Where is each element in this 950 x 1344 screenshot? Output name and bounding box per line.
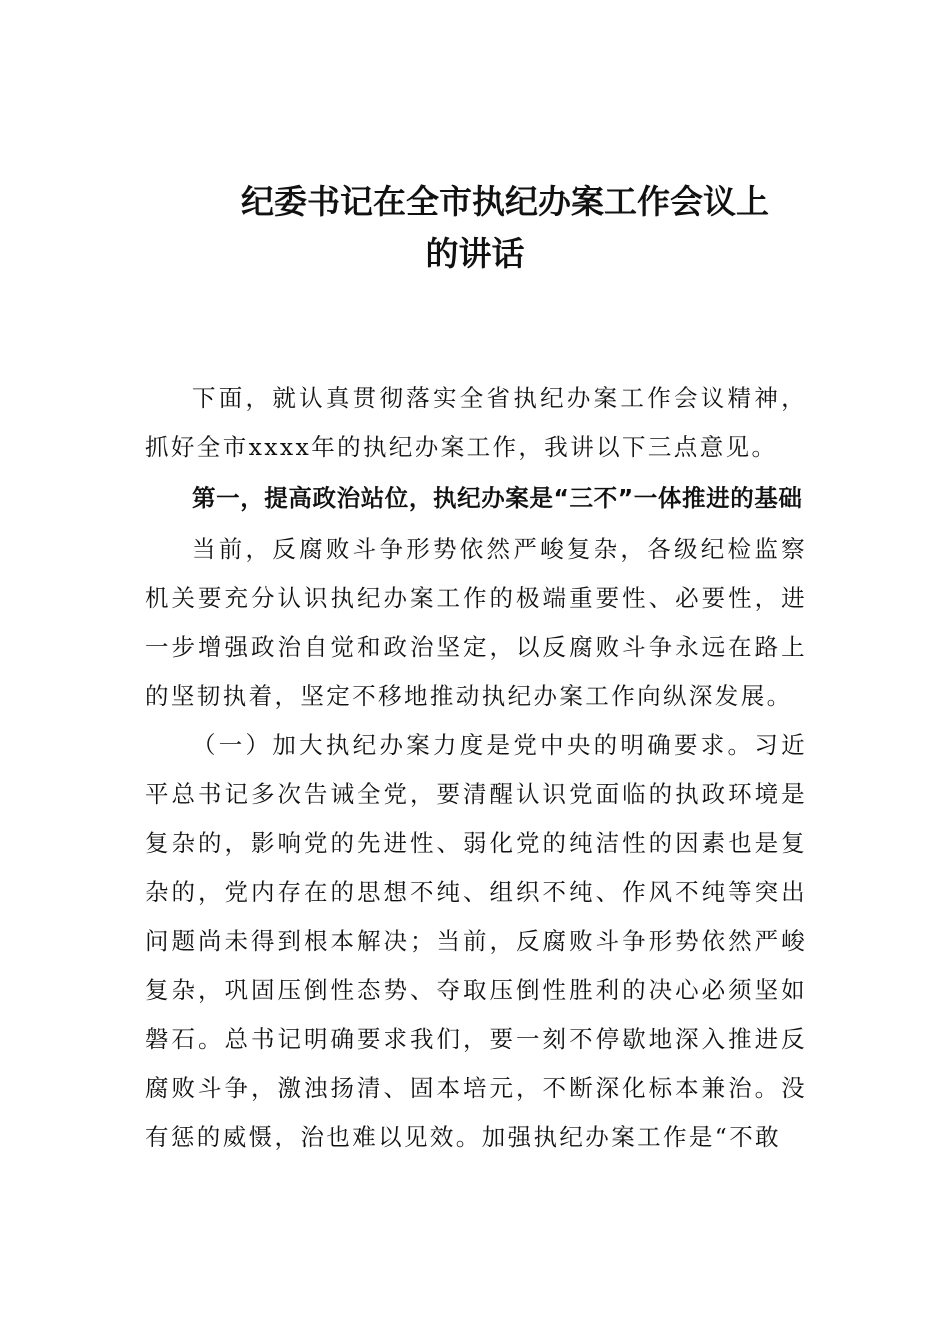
document-body	[145, 374, 807, 1162]
body-paragraph: （一）加大执纪办案力度是党中央的明确要求。习近平总书记多次告诫全党，要清醒认识党面临的执政环境是复杂的，影响党的先进性、弱化党的纯洁性的因素也是复杂的，党内存在的思想不纯、组织不纯、作风不纯等突出问题尚未得到根本解决；当前，反腐败斗争形势依然严峻复杂，巩固压倒性态势、夺取压倒性胜利的决心必须坚如磐石。总书记明确要求我们，要一刻不停歇地深入推进反腐败斗争，激浊扬清、固本培元，不断深化标本兼治。没有惩的威慑，治也难以见效。加强执纪办案工作是“不敢	[145, 731, 807, 1151]
page-title	[145, 176, 805, 280]
title-line-2: 的讲话	[425, 234, 525, 273]
intro-paragraph: 下面，就认真贯彻落实全省执纪办案工作会议精神，抓好全市xxxx年的执纪办案工作，我讲以下三点意见。	[145, 384, 807, 461]
title-line-1: 纪委书记在全市执纪办案工作会议上	[241, 182, 769, 221]
section-heading: 第一，提高政治站位，执纪办案是“三不”一体推进的基础	[192, 484, 803, 512]
body-paragraph: 当前，反腐败斗争形势依然严峻复杂，各级纪检监察机关要充分认识执纪办案工作的极端重要性、必要性，进一步增强政治自觉和政治坚定，以反腐败斗争永远在路上的坚韧执着，坚定不移地推动执纪办案工作向纵深发展。	[145, 535, 807, 710]
